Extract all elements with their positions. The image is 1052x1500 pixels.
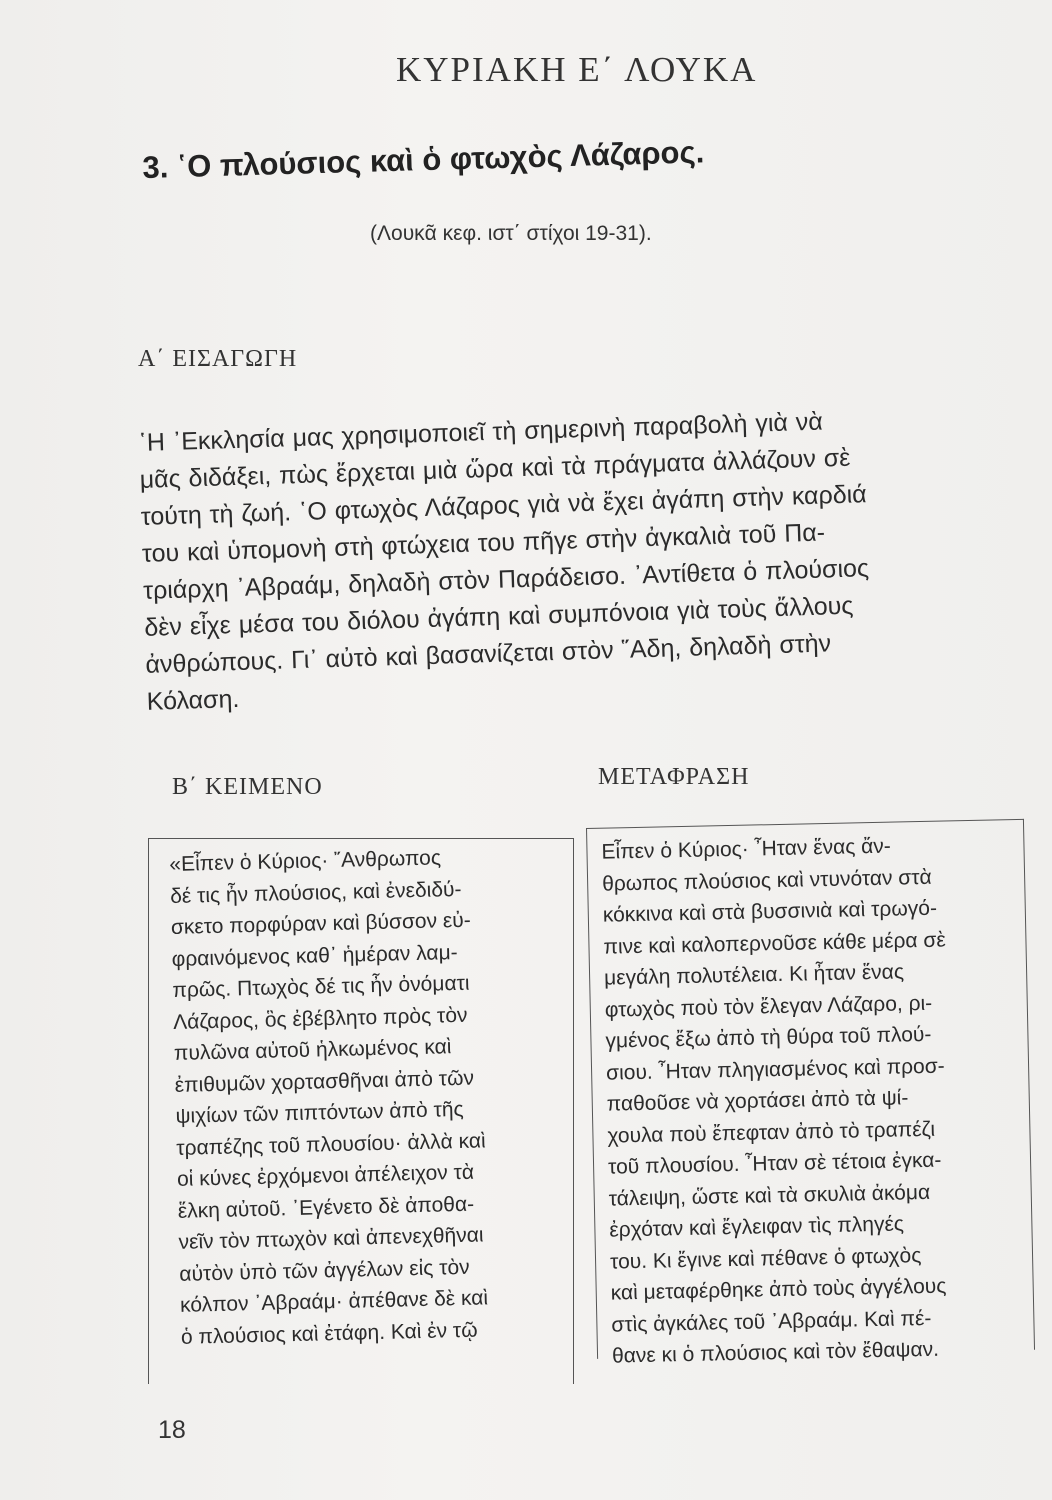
- text-line: Εἶπεν ὁ Κύριος· ῏Ηταν ἕνας ἄν-: [601, 834, 892, 864]
- text-line: μεγάλη πολυτέλεια. Κι ἦταν ἕνας: [603, 960, 905, 990]
- text-line: ψιχίων τῶν πιπτόντων ἀπὸ τῆς: [175, 1097, 464, 1128]
- page-number: 18: [158, 1416, 186, 1444]
- text-line: ὁ πλούσιος καὶ ἐτάφη. Καὶ ἐν τῷ: [180, 1318, 478, 1349]
- original-text-heading: Β΄ ΚΕΙΜΕΝΟ: [172, 774, 323, 800]
- text-line: «Εἶπεν ὁ Κύριος· ῎Ανθρωπος: [169, 846, 442, 876]
- text-line: πρῶς. Πτωχὸς δέ τις ἦν ὀνόματι: [172, 971, 470, 1002]
- text-line: ἐπιθυμῶν χορτασθῆναι ἀπὸ τῶν: [174, 1066, 475, 1097]
- text-line: τάλειψη, ὥστε καὶ τὰ σκυλιὰ ἀκόμα: [608, 1180, 931, 1211]
- text-line: θρωπος πλούσιος καὶ ντυνόταν στὰ: [601, 865, 932, 896]
- text-line: τραπέζης τοῦ πλουσίου· ἀλλὰ καὶ: [176, 1128, 486, 1160]
- text-line: πυλῶνα αὐτοῦ ἡλκωμένος καὶ: [173, 1035, 452, 1065]
- text-line: φτωχὸς ποὺ τὸν ἔλεγαν Λάζαρο, ρι-: [604, 991, 933, 1022]
- text-line: ῾Η ᾿Εκκλησία μας χρησιμοποιεῖ τὴ σημερινὴ παραβολὴ γιὰ νὰ: [138, 407, 824, 457]
- text-line: Κόλαση.: [146, 684, 240, 716]
- text-line: θανε κι ὁ πλούσιος καὶ τὸν ἔθαψαν.: [611, 1337, 940, 1368]
- text-line: φραινόμενος καθ᾿ ἡμέραν λαμ-: [171, 940, 458, 971]
- text-line: οἱ κύνες ἐρχόμενοι ἀπέλειχον τὰ: [176, 1160, 475, 1191]
- text-line: πινε καὶ καλοπερνοῦσε κάθε μέρα σὲ: [603, 927, 946, 959]
- text-line: σιου. ῏Ηταν πληγιασμένος καὶ προσ-: [605, 1054, 945, 1085]
- running-head: ΚΥΡΙΑΚΗ Ε΄ ΛΟΥΚΑ: [396, 50, 758, 89]
- lesson-title: 3. ῾Ο πλούσιος καὶ ὁ φτωχὸς Λάζαρος.: [142, 134, 705, 185]
- introduction-heading: Α΄ ΕΙΣΑΓΩΓΗ: [138, 346, 298, 372]
- text-line: δὲν εἶχε μέσα του διόλου ἀγάπη καὶ συμπόνοια γιὰ τοὺς ἄλλους: [143, 591, 854, 642]
- text-line: ἀνθρώπους. Γι᾿ αὐτὸ καὶ βασανίζεται στὸν ῞Αδη, δηλαδὴ στὴν: [145, 629, 832, 679]
- text-line: κόκκινα καὶ στὰ βυσσινιὰ καὶ τρωγό-: [602, 896, 938, 927]
- original-text-box: [148, 838, 574, 1384]
- text-line: παθοῦσε νὰ χορτάσει ἀπὸ τὰ ψί-: [606, 1086, 909, 1116]
- text-line: γμένος ἔξω ἀπὸ τὴ θύρα τοῦ πλού-: [605, 1022, 932, 1053]
- translation-heading: ΜΕΤΑΦΡΑΣΗ: [598, 764, 750, 790]
- text-line: τριάρχη ᾿Αβραάμ, δηλαδὴ στὸν Παράδεισο. ᾿Αντίθετα ὁ πλούσιος: [142, 554, 870, 605]
- text-line: κόλπον ᾿Αβραάμ· ἀπέθανε δὲ καὶ: [179, 1286, 489, 1317]
- scripture-reference: (Λουκᾶ κεφ. ιστ΄ στίχοι 19-31).: [370, 222, 652, 245]
- text-line: ἕλκη αὐτοῦ. ᾿Εγένετο δὲ ἀποθα-: [177, 1192, 475, 1223]
- original-text-body: [169, 839, 581, 1353]
- text-line: χουλα ποὺ ἔπεφταν ἀπὸ τὸ τραπέζι: [607, 1117, 936, 1148]
- translation-body: [601, 828, 1022, 1372]
- text-line: του. Κι ἔγινε καὶ πέθανε ὁ φτωχὸς: [609, 1243, 922, 1274]
- text-line: αὐτὸν ὑπὸ τῶν ἀγγέλων εἰς τὸν: [179, 1255, 470, 1286]
- text-line: στὶς ἀγκάλες τοῦ ᾿Αβραάμ. Καὶ πέ-: [611, 1306, 932, 1337]
- text-line: μᾶς διδάξει, πὼς ἔρχεται μιὰ ὥρα καὶ τὰ πράγματα ἀλλάζουν σὲ: [139, 443, 851, 494]
- text-line: δέ τις ἦν πλούσιος, καὶ ἐνεδιδύ-: [169, 877, 462, 908]
- text-line: του καὶ ὑπομονὴ στὴ φτώχεια του πῆγε στὴν ἀγκαλιὰ τοῦ Πα-: [141, 518, 826, 568]
- text-line: Λάζαρος, ὃς ἐβέβλητο πρὸς τὸν: [172, 1003, 468, 1034]
- text-line: καὶ μεταφέρθηκε ἀπὸ τοὺς ἀγγέλους: [610, 1274, 947, 1305]
- translation-box: [586, 819, 1035, 1368]
- text-line: ἐρχόταν καὶ ἔγλειφαν τὶς πληγές: [609, 1212, 905, 1242]
- text-line: σκετο πορφύραν καὶ βύσσον εὐ-: [170, 908, 472, 939]
- introduction-paragraph: [138, 398, 1017, 721]
- text-line: τοῦ πλουσίου. ῏Ηταν σὲ τέτοια ἐγκα-: [607, 1148, 942, 1179]
- text-line: νεῖν τὸν πτωχὸν καὶ ἀπενεχθῆναι: [178, 1223, 484, 1254]
- text-line: τούτη τὴ ζωή. ῾Ο φτωχὸς Λάζαρος γιὰ νὰ ἔχει ἀγάπη στὴν καρδιά: [140, 480, 868, 531]
